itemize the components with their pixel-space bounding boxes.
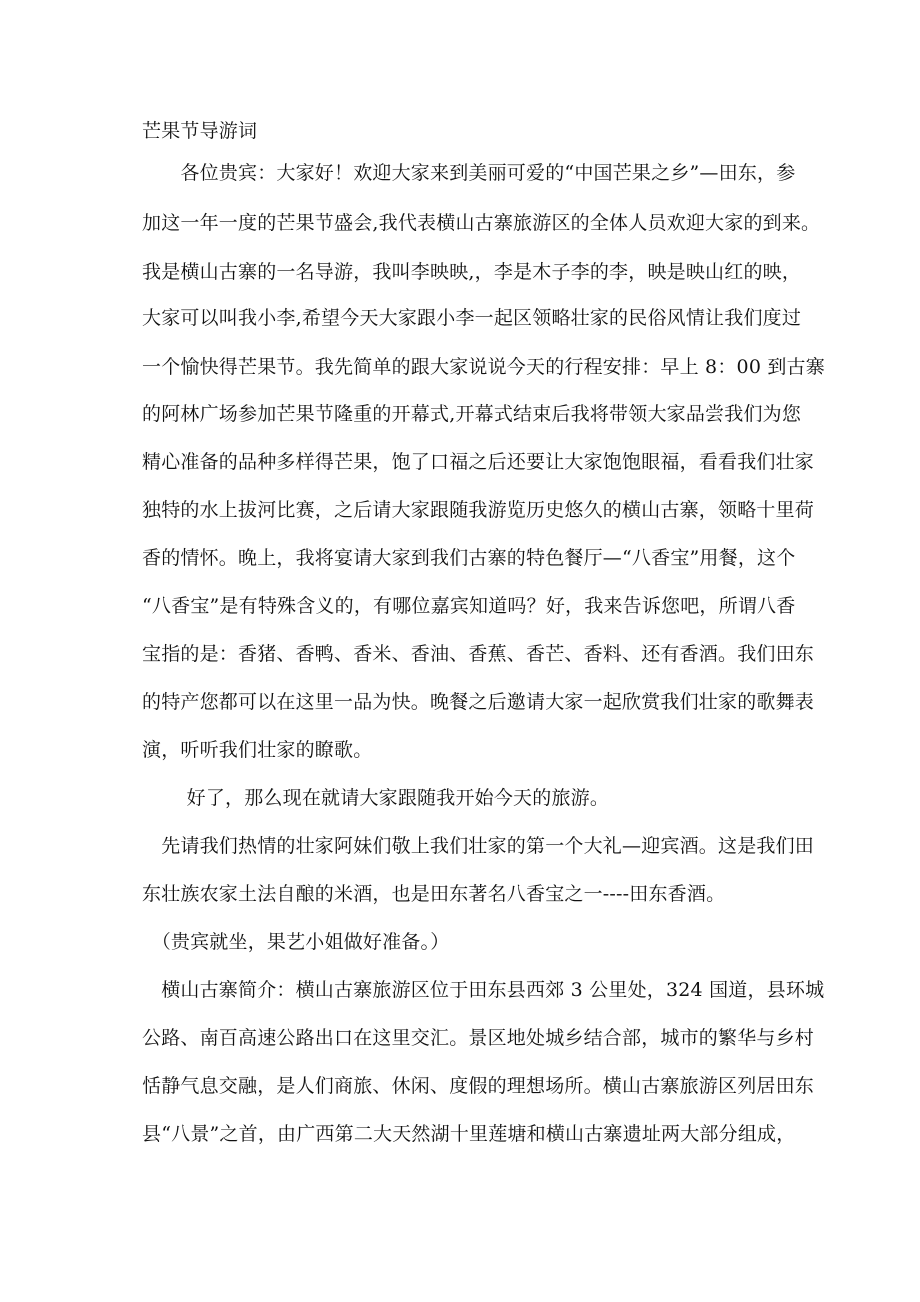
text-line: 的特产您都可以在这里一品为快。晚餐之后邀请大家一起欣赏我们壮家的歌舞表 [142, 691, 815, 713]
text-line: 一个愉快得芒果节。我先简单的跟大家说说今天的行程安排：早上 8：00 到古寨 [142, 356, 825, 378]
text-line: 恬静气息交融，是人们商旅、休闲、度假的理想场所。横山古寨旅游区列居田东 [142, 1075, 815, 1097]
text-line: 县“八景”之首，由广西第二大天然湖十里莲塘和横山古寨遗址两大部分组成， [142, 1123, 796, 1145]
text-line: 独特的水上拔河比赛，之后请大家跟随我游览历史悠久的横山古寨，领略十里荷 [142, 499, 815, 521]
text-line: 宝指的是：香猪、香鸭、香米、香油、香蕉、香芒、香料、还有香酒。我们田东 [142, 643, 815, 665]
text-line: 东壮族农家土法自酿的米酒，也是田东著名八香宝之一----田东香酒。 [142, 883, 726, 905]
text-line: 各位贵宾：大家好！欢迎大家来到美丽可爱的“中国芒果之乡”—田东，参 [142, 162, 796, 184]
text-line: 好了，那么现在就请大家跟随我开始今天的旅游。 [142, 787, 610, 809]
text-line: 横山古寨简介：横山古寨旅游区位于田东县西郊 3 公里处，324 国道，县环城 [142, 979, 825, 1001]
text-line: 大家可以叫我小李,希望今天大家跟小李一起区领略壮家的民俗风情让我们度过 [142, 307, 802, 329]
text-line: 公路、南百高速公路出口在这里交汇。景区地处城乡结合部，城市的繁华与乡村 [142, 1027, 815, 1049]
text-line: 演，听听我们壮家的瞭歌。 [142, 739, 373, 761]
text-line: （贵宾就坐，果艺小姐做好准备。） [142, 931, 450, 953]
text-line: “八香宝”是有特殊含义的，有哪位嘉宾知道吗？好，我来告诉您吧，所谓八香 [142, 595, 796, 617]
text-line: 加这一年一度的芒果节盛会,我代表横山古寨旅游区的全体人员欢迎大家的到来。 [142, 212, 821, 234]
text-line: 精心准备的品种多样得芒果，饱了口福之后还要让大家饱饱眼福，看看我们壮家 [142, 451, 815, 473]
document-title: 芒果节导游词 [142, 120, 258, 142]
text-line: 先请我们热情的壮家阿妹们敬上我们壮家的第一个大礼—迎宾酒。这是我们田 [142, 835, 815, 857]
text-line: 的阿林广场参加芒果节隆重的开幕式,开幕式结束后我将带领大家品尝我们为您 [142, 403, 802, 425]
text-line: 香的情怀。晚上，我将宴请大家到我们古寨的特色餐厅—“八香宝”用餐，这个 [142, 547, 796, 569]
text-line: 我是横山古寨的一名导游，我叫李映映,，李是木子李的李，映是映山红的映， [142, 261, 802, 283]
